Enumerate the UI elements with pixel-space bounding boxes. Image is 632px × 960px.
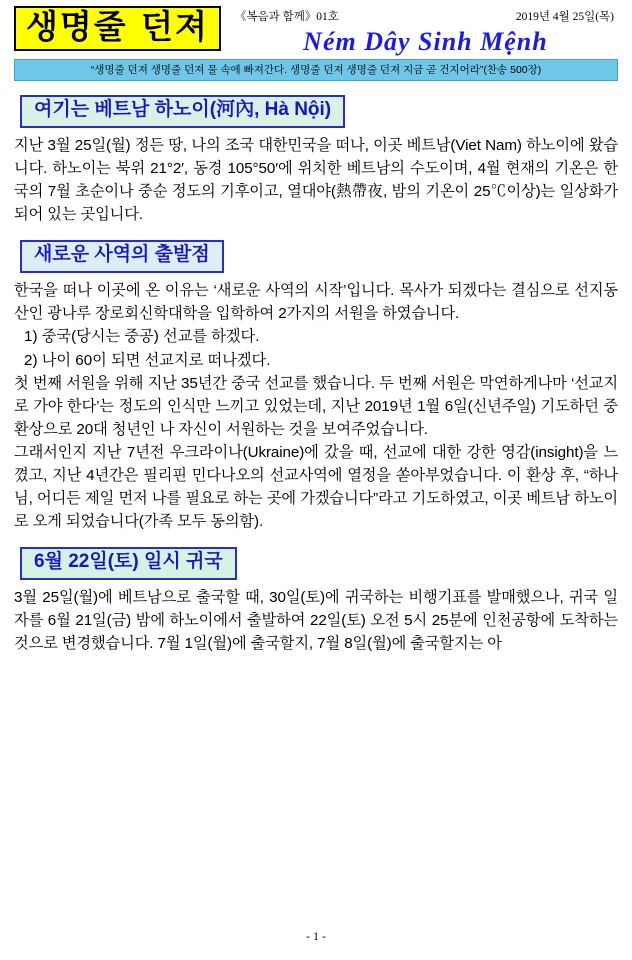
page-number: - 1 - [306,929,326,943]
section-1-paragraph-1: 지난 3월 25일(월) 정든 땅, 나의 조국 대한민국을 떠나, 이곳 베트남(Viet Nam) 하노이에 왔습니다. 하노이는 북위 21°2′, 동경 105°50′에 위치한 베트남의 수도이며, 4월 현재의 기온은 한국의 7월 초순이나 중순 정도의 기후이고, 열대야(熱帶夜, 밤의 기온이 25℃이상)는 일상화가 되어 있는 곳입니다. [14,137,618,224]
section-heading-2: 새로운 사역의 출발점 [20,240,224,273]
masthead-meta-row [233,8,618,24]
section-heading-1: 여기는 베트남 하노이(河內, Hà Nội) [20,95,345,128]
masthead-title-block [14,6,221,51]
issue-date: 2019년 4월 25일(목) [515,11,614,23]
section-heading-3: 6월 22일(토) 일시 귀국 [20,547,237,580]
section-2-paragraph-2: 첫 번째 서원을 위해 지난 35년간 중국 선교를 했습니다. 두 번째 서원은 막연하게나마 ‘선교지로 가야 한다’는 정도의 인식만 느끼고 있었는데, 지난 2019년 1월 6일(신년주일) 기도하던 중 환상으로 20대 청년인 나 자신이 서원하는 것을 보여주었습니다. [14,374,618,438]
masthead-right-block [221,6,618,55]
section-2-list-item-2: 2) 나이 60이 되면 선교지로 떠나겠다. [24,351,271,369]
newsletter-title-korean: 생명줄 던져 [14,6,221,51]
section-3-paragraph-1: 3월 25일(월)에 베트남으로 출국할 때, 30일(토)에 귀국하는 비행기표를 발매했으나, 귀국 일자를 6월 21일(금) 밤에 하노이에서 출발하여 22일(토) 오전 5시 25분에 인천공항에 도착하는 것으로 변경했습니다. 7월 1일(월)에 출국할지, 7월 8일(월)에 출국할지는 아 [14,589,618,653]
section-2-paragraph-3: 그래서인지 지난 7년전 우크라이나(Ukraine)에 갔을 때, 선교에 대한 강한 영감(insight)을 느꼈고, 지난 4년간은 필리핀 민다나오의 선교사역에 열정을 쏟아부었습니다. 이 환상 후, “하나님, 어디든 제일 먼저 나를 필요로 하는 곳에 가겠습니다”라고 기도하였고, 이곳 베트남 하노이로 오게 되었습니다(가족 모두 동의함). [14,443,618,531]
hymn-banner: “생명줄 던져 생명줄 던져 물 속에 빠져간다. 생명줄 던져 생명줄 던져 지금 곧 건지어라”(찬송 500장) [14,59,618,81]
issue-number: 《복음과 함께》01호 [234,11,339,23]
section-2-list-item-1: 1) 중국(당시는 중공) 선교를 하겠다. [24,328,260,346]
section-2-paragraph-1: 한국을 떠나 이곳에 온 이유는 ‘새로운 사역의 시작’입니다. 목사가 되겠다는 결심으로 선지동산인 광나루 장로회신학대학을 입학하여 2가지의 서원을 하였습니다. [14,282,618,323]
masthead [14,6,618,55]
newsletter-title-vietnamese: Ném Dây Sinh Mệnh [303,27,548,56]
